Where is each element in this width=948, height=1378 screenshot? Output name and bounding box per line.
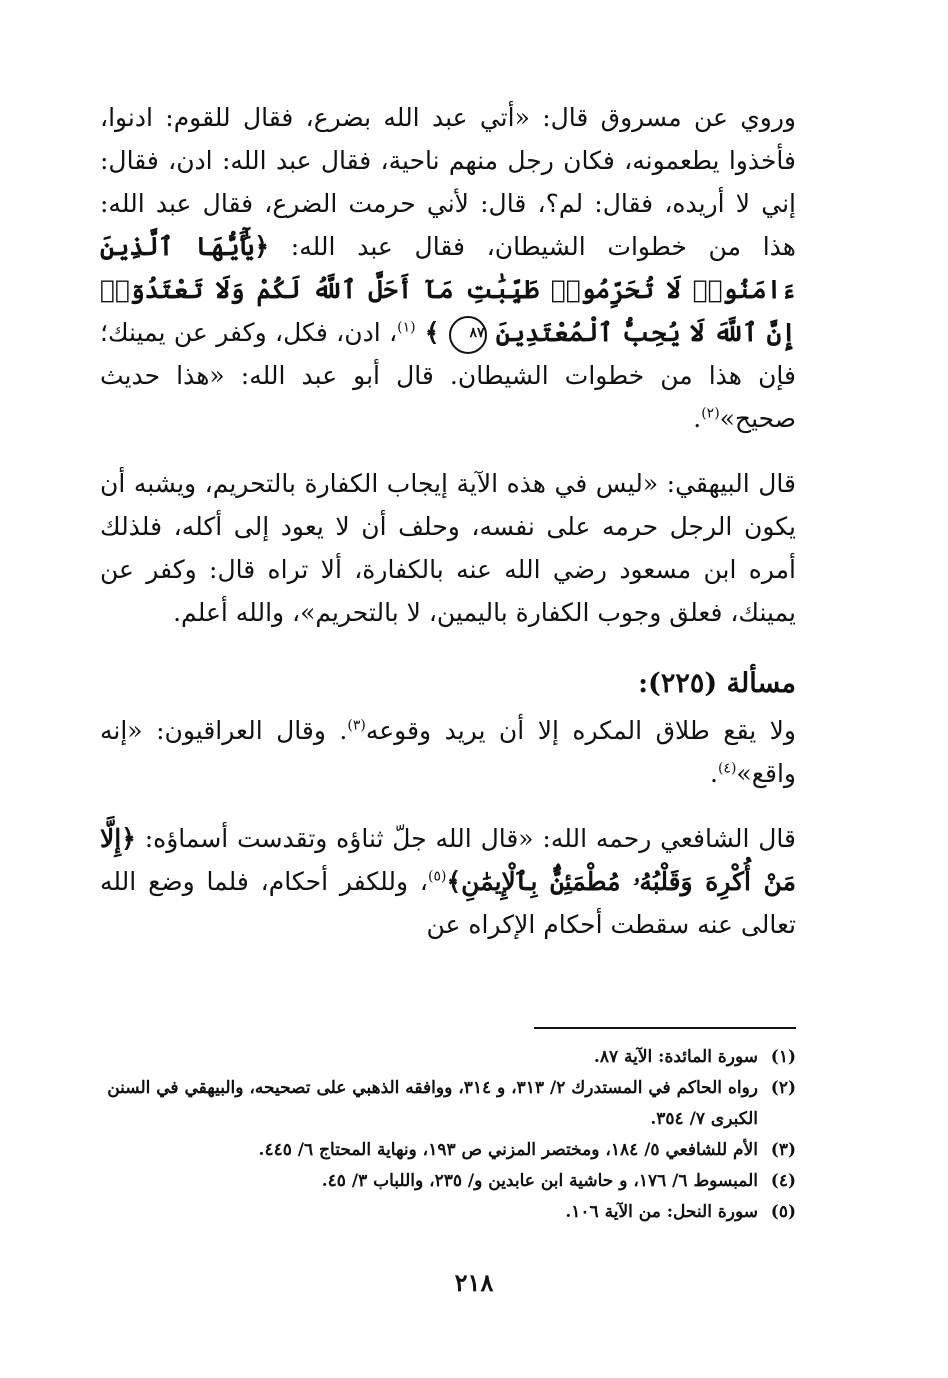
ayah-number-marker: ٨٧ xyxy=(449,316,487,354)
main-text xyxy=(100,96,796,946)
footnote-text: المبسوط ٦/ ١٧٦، و حاشية ابن عابدين و/ ٢٣٥، واللباب ٣/ ٤٥. xyxy=(321,1171,758,1191)
quran-verse: ﴿إِلَّا مَنْ أُكْرِهَ وَقَلْبُهُۥ مُطْمَئِنٌّۢ بِٱلْإِيمَٰنِ﴾ xyxy=(100,824,796,896)
footnote-number: (٥) xyxy=(770,1202,796,1222)
footnote-number: (١) xyxy=(770,1047,796,1067)
footnote-item xyxy=(100,1135,796,1166)
paragraph-text: ، وللكفر أحكام، فلما وضع الله تعالى عنه سقطت أحكام الإكراه عن xyxy=(100,867,796,939)
footnote-number: (٤) xyxy=(770,1171,796,1191)
footnote-item xyxy=(100,1166,796,1197)
footnote-text: سورة المائدة: الآية ٨٧. xyxy=(593,1047,758,1067)
footnotes xyxy=(100,1042,796,1228)
paragraph-masruq: وروي عن مسروق قال: «أتي عبد الله بضرع، فقال للقوم: ادنوا، فأخذوا يطعمونه، فكان رجل منهم ناحية، فقال عبد الله: ادن، فقال: إني لا أريده، فقال: لم؟، قال: لأني حرمت الضرع، فقال عبد الله: هذا من خطوات الشيطان، فقال عبد الله: ﴿يَٰٓأَيُّهَا ٱلَّذِينَ ءَامَنُوا۟ لَا تُحَرِّمُوا۟ طَيِّبَٰتِ مَآ أَحَلَّ ٱللَّهُ لَكُمْ وَلَا تَعْتَدُوٓا۟ إِنَّ ٱللَّهَ لَا يُحِبُّ ٱلْمُعْتَدِينَ ٨٧ ﴾ $^{(١)}$، ادن، فكل، وكفر عن يمينك؛ فإن هذا من خطوات الشيطان. قال أبو عبد الله: «هذا حديث صحيح»$^{(٢)}$. xyxy=(100,103,796,433)
paragraph-shafii xyxy=(100,817,796,946)
paragraph-text: ، ادن، فكل، وكفر عن يمينك؛ فإن هذا من خطوات الشيطان. قال أبو عبد الله: «هذا حديث صحيح» xyxy=(100,318,796,433)
footnote-text: سورة النحل: من الآية ١٠٦. xyxy=(565,1202,758,1222)
footnote-number: (٢) xyxy=(770,1078,796,1098)
paragraph-mukrah: ولا يقع طلاق المكره إلا أن يريد وقوعه$^{(٣)}$. وقال العراقيون: «إنه واقع»$^{(٤)}$. xyxy=(100,716,797,788)
footnote-item xyxy=(100,1197,796,1228)
footnote-marker: (٢) xyxy=(701,405,720,422)
footnote-marker: (٤) xyxy=(717,760,737,777)
footnote-marker: (٣) xyxy=(347,717,366,734)
paragraph-text: قال الشافعي رحمه الله: «قال الله جلّ ثناؤه وتقدست أسماؤه: xyxy=(144,824,796,853)
paragraph-text: قال البيهقي: «ليس في هذه الآية إيجاب الكفارة بالتحريم، ويشبه أن يكون الرجل حرمه على نفسه، وحلف أن لا يعود إلى أكله، فلذلك أمره ابن مسعود رضي الله عنه بالكفارة، ألا تراه قال: وكفر عن يمينك، فعلق وجوب الكفارة باليمين، لا بالتحريم»، والله أعلم. xyxy=(100,469,796,627)
footnote-item xyxy=(100,1073,796,1135)
footnote-marker: (١) xyxy=(397,319,416,336)
quran-verse: ﴿يَٰٓأَيُّهَا ٱلَّذِينَ ءَامَنُوا۟ لَا تُحَرِّمُوا۟ طَيِّبَٰتِ مَآ أَحَلَّ ٱللَّهُ لَكُمْ وَلَا تَعْتَدُوٓا۟ إِنَّ ٱللَّهَ لَا يُحِبُّ ٱلْمُعْتَدِينَ ٨٧ ﴾ xyxy=(100,232,796,347)
paragraph-text: . وقال العراقيون: «إنه واقع» xyxy=(100,716,796,788)
paragraph-text: وروي عن مسروق قال: «أتي عبد الله بضرع، فقال للقوم: ادنوا، فأخذوا يطعمونه، فكان رجل منهم ناحية، فقال عبد الله: ادن، فقال: إني لا أريده، فقال: لم؟، قال: لأني حرمت الضرع، فقال عبد الله: هذا من خطوات الشيطان، فقال عبد الله: xyxy=(100,103,796,261)
footnote-text: رواه الحاكم في المستدرك ٢/ ٣١٣، و ٣١٤، ووافقه الذهبي على تصحيحه، والبيهقي في السنن الكبرى ٧/ ٣٥٤. xyxy=(107,1078,758,1129)
footnote-text: الأم للشافعي ٥/ ١٨٤، ومختصر المزني ص ١٩٣، ونهاية المحتاج ٦/ ٤٤٥. xyxy=(258,1140,758,1160)
footnote-marker: (٥) xyxy=(427,868,447,885)
footnote-number: (٣) xyxy=(770,1140,796,1160)
footnote-item xyxy=(100,1042,796,1073)
paragraph-text: ولا يقع طلاق المكره إلا أن يريد وقوعه xyxy=(365,716,797,745)
page-number: ٢١٨ xyxy=(454,1268,494,1297)
section-heading: مسألة (٢٢٥): xyxy=(638,668,796,699)
paragraph-bayhaqi xyxy=(100,462,796,634)
